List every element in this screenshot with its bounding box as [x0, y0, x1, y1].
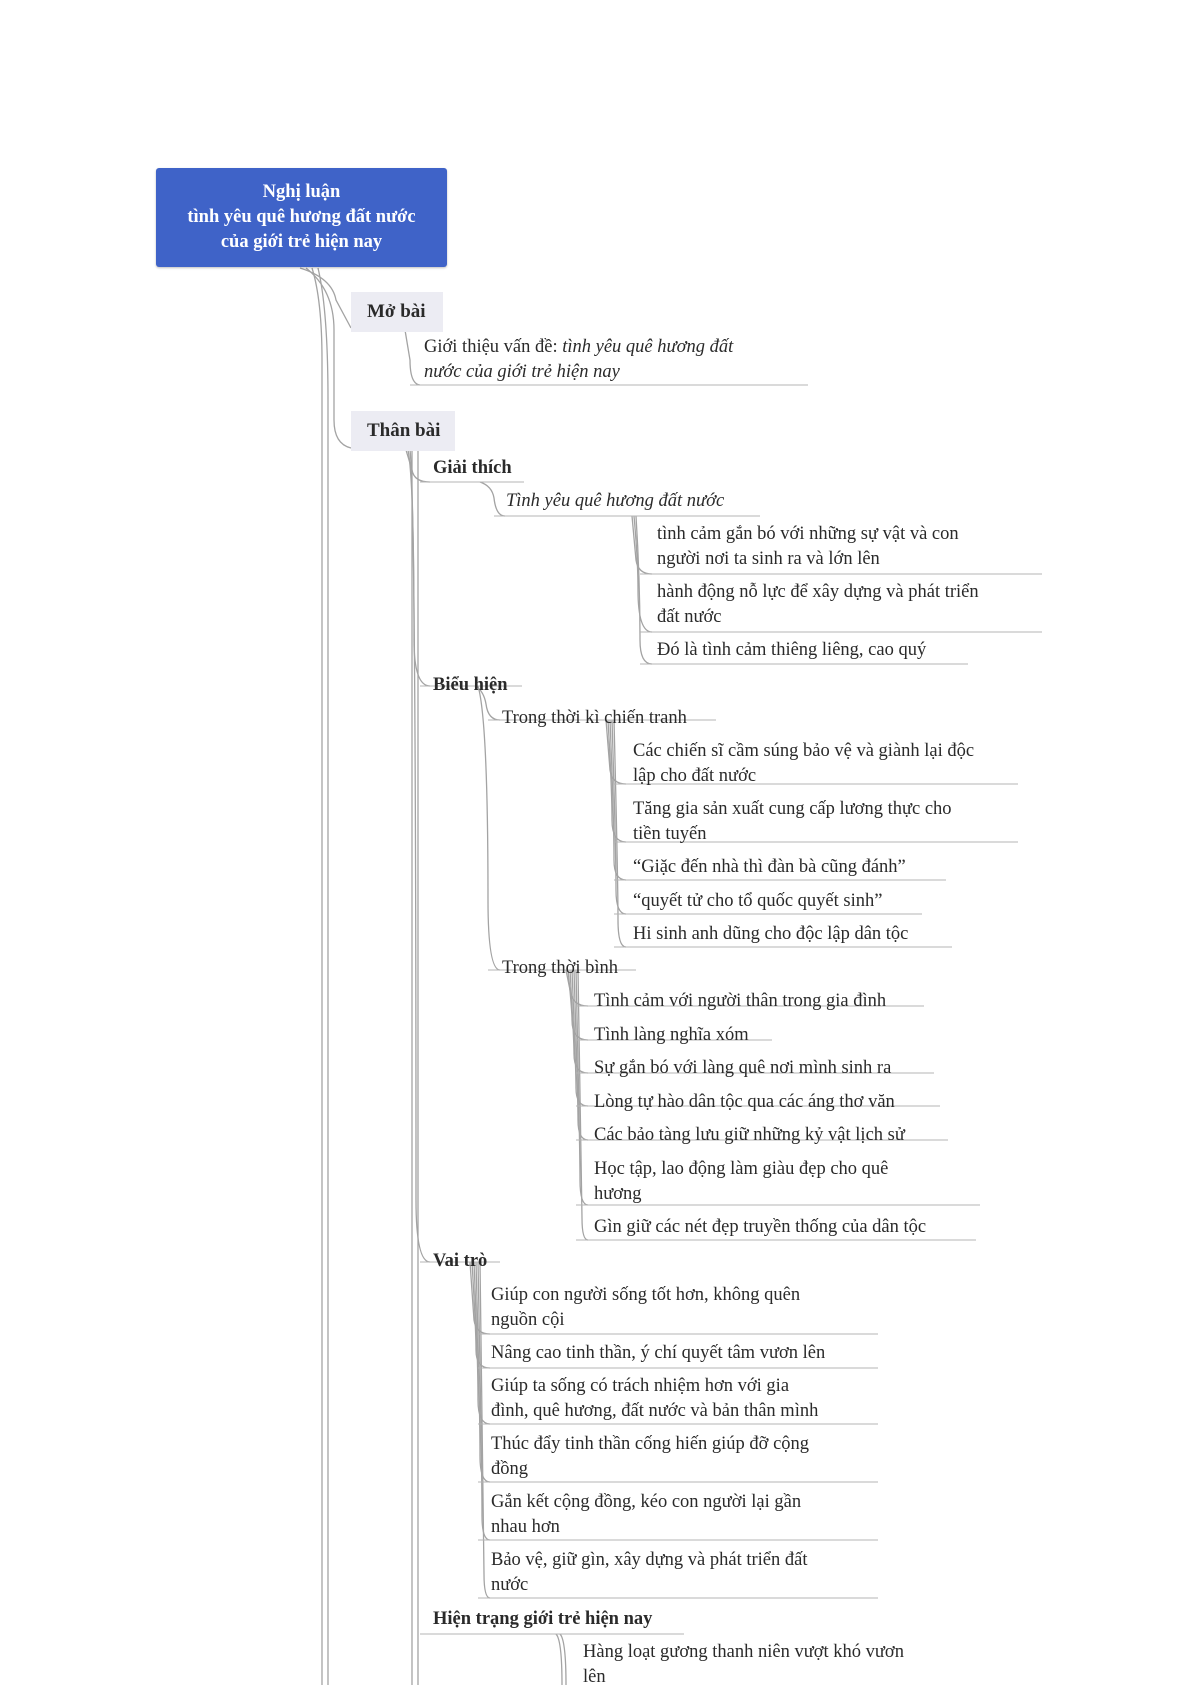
root-title-line3: của giới trẻ hiện nay: [220, 232, 383, 252]
giai-thich-item-1: [657, 522, 959, 574]
root-title-line2: tình yêu quê hương đất nước: [187, 207, 416, 227]
vai-tro-item-1-line1: Giúp con người sống tốt hơn, không quên: [491, 1285, 801, 1305]
thoi-binh-item-1-line1: Tình cảm với người thân trong gia đình: [594, 991, 887, 1011]
vai-tro-item-3: [491, 1374, 818, 1426]
thoi-binh-item-5: [594, 1123, 905, 1150]
thoi-binh-item-4-line1: Lòng tự hào dân tộc qua các áng thơ văn: [594, 1092, 895, 1112]
giai-thich-item-2: [657, 580, 979, 632]
vai-tro-item-2-line1: Nâng cao tinh thần, ý chí quyết tâm vươn lên: [491, 1343, 826, 1363]
thoi-binh-item-6-line1: Học tập, lao động làm giàu đẹp cho quê: [594, 1159, 889, 1179]
hien-trang-item-1: [583, 1640, 904, 1692]
vai-tro-item-5-line2: nhau hơn: [491, 1517, 560, 1537]
thoi-binh-item-5-line1: Các bảo tàng lưu giữ những kỷ vật lịch sử: [594, 1125, 905, 1145]
vai-tro-item-4-line2: đồng: [491, 1459, 528, 1479]
hien-trang-item-1-line2: lên: [583, 1667, 606, 1687]
link-than-bai-vai-tro: [410, 450, 430, 1262]
link-bieu-hien-thoi-binh: [478, 686, 500, 970]
mo-bai-node: [351, 292, 443, 332]
thoi-binh-item-2-line1: Tình làng nghĩa xóm: [594, 1025, 749, 1045]
chien-tranh-item-4: [633, 889, 882, 916]
vai-tro-item-5: [491, 1490, 801, 1542]
root-node: [156, 168, 447, 267]
root-title-line1: Nghị luận: [262, 182, 341, 202]
chien-tranh-item-2-line2: tiền tuyến: [633, 824, 707, 844]
link-hien-trang-1: [556, 1634, 562, 1685]
chien-tranh-item-2: [633, 797, 952, 849]
thoi-binh-item-6: [594, 1157, 888, 1209]
thoi-binh-item-4: [594, 1090, 895, 1117]
thoi-binh-item-7: [594, 1215, 926, 1242]
giai-thich-concept-node: Tình yêu quê hương đất nước: [506, 491, 725, 511]
chien-tranh-item-1-line1: Các chiến sĩ cầm súng bảo vệ và giành lại độc: [633, 741, 975, 761]
link-chien-tranh-5: [614, 720, 626, 947]
trunk-main-outer: [312, 268, 322, 1685]
vai-tro-item-2: [491, 1341, 825, 1368]
thoi-binh-item-3-line1: Sự gắn bó với làng quê nơi mình sinh ra: [594, 1058, 892, 1078]
trunk-main-inner: [318, 268, 328, 1685]
hien-trang-node: Hiện trạng giới trẻ hiện nay: [433, 1609, 653, 1629]
giai-thich-item-2-line1: hành động nỗ lực để xây dựng và phát triển: [657, 582, 979, 602]
bieu-hien-node: Biểu hiện: [433, 675, 508, 695]
vai-tro-item-3-line1: Giúp ta sống có trách nhiệm hơn với gia: [491, 1376, 790, 1396]
giai-thich-item-1-line1: tình cảm gắn bó với những sự vật và con: [657, 524, 959, 544]
vai-tro-item-6: [491, 1548, 808, 1600]
link-mo-bai-intro: [405, 330, 420, 385]
chien-tranh-node: Trong thời kì chiến tranh: [502, 708, 687, 728]
mo-bai-label: Mở bài: [367, 301, 426, 322]
vai-tro-item-4-line1: Thúc đẩy tinh thần cống hiến giúp đỡ cộng: [491, 1434, 810, 1454]
thoi-binh-item-3: [594, 1056, 891, 1083]
chien-tranh-item-1: [633, 739, 974, 791]
mo-bai-intro-italic1: tình yêu quê hương đất: [562, 337, 734, 357]
vai-tro-node: Vai trò: [433, 1251, 488, 1271]
giai-thich-item-3-line1: Đó là tình cảm thiêng liêng, cao quý: [657, 640, 927, 660]
mo-bai-intro-prefix: Giới thiệu vấn đề:: [424, 337, 563, 357]
chien-tranh-item-1-line2: lập cho đất nước: [633, 766, 757, 786]
giai-thich-item-1-line2: người nơi ta sinh ra và lớn lên: [657, 549, 880, 569]
giai-thich-item-3: [657, 638, 926, 665]
mo-bai-intro-italic2: nước của giới trẻ hiện nay: [424, 362, 620, 382]
vai-tro-item-6-line1: Bảo vệ, giữ gìn, xây dựng và phát triển đất: [491, 1550, 808, 1570]
chien-tranh-item-5-line1: Hi sinh anh dũng cho độc lập dân tộc: [633, 924, 909, 944]
vai-tro-item-1-line2: nguồn cội: [491, 1310, 565, 1330]
chien-tranh-item-3: [633, 855, 906, 882]
giai-thich-item-2-line2: đất nước: [657, 607, 722, 627]
thoi-binh-node: Trong thời bình: [502, 958, 619, 978]
thoi-binh-item-6-line2: hương: [594, 1184, 642, 1204]
chien-tranh-item-5: [633, 922, 908, 949]
link-giai-thich-concept: [480, 482, 505, 516]
vai-tro-item-5-line1: Gắn kết cộng đồng, kéo con người lại gần: [491, 1492, 802, 1512]
vai-tro-item-6-line2: nước: [491, 1575, 529, 1595]
vai-tro-item-1: [491, 1283, 800, 1335]
hien-trang-item-1-line1: Hàng loạt gương thanh niên vượt khó vươn: [583, 1642, 904, 1662]
giai-thich-node: Giải thích: [433, 458, 512, 478]
mo-bai-intro-node: [424, 335, 733, 387]
chien-tranh-item-4-line1: “quyết tử cho tổ quốc quyết sinh”: [633, 891, 883, 911]
vai-tro-item-3-line2: đình, quê hương, đất nước và bản thân mình: [491, 1401, 819, 1421]
vai-tro-item-4: [491, 1432, 809, 1484]
thoi-binh-item-7-line1: Gìn giữ các nét đẹp truyền thống của dân tộc: [594, 1217, 927, 1237]
than-bai-label: Thân bài: [367, 420, 441, 441]
than-bai-node: [351, 411, 455, 451]
thoi-binh-item-2: [594, 1023, 749, 1050]
chien-tranh-item-3-line1: “Giặc đến nhà thì đàn bà cũng đánh”: [633, 857, 906, 877]
chien-tranh-item-2-line1: Tăng gia sản xuất cung cấp lương thực cho: [633, 799, 952, 819]
thoi-binh-item-1: [594, 989, 886, 1016]
